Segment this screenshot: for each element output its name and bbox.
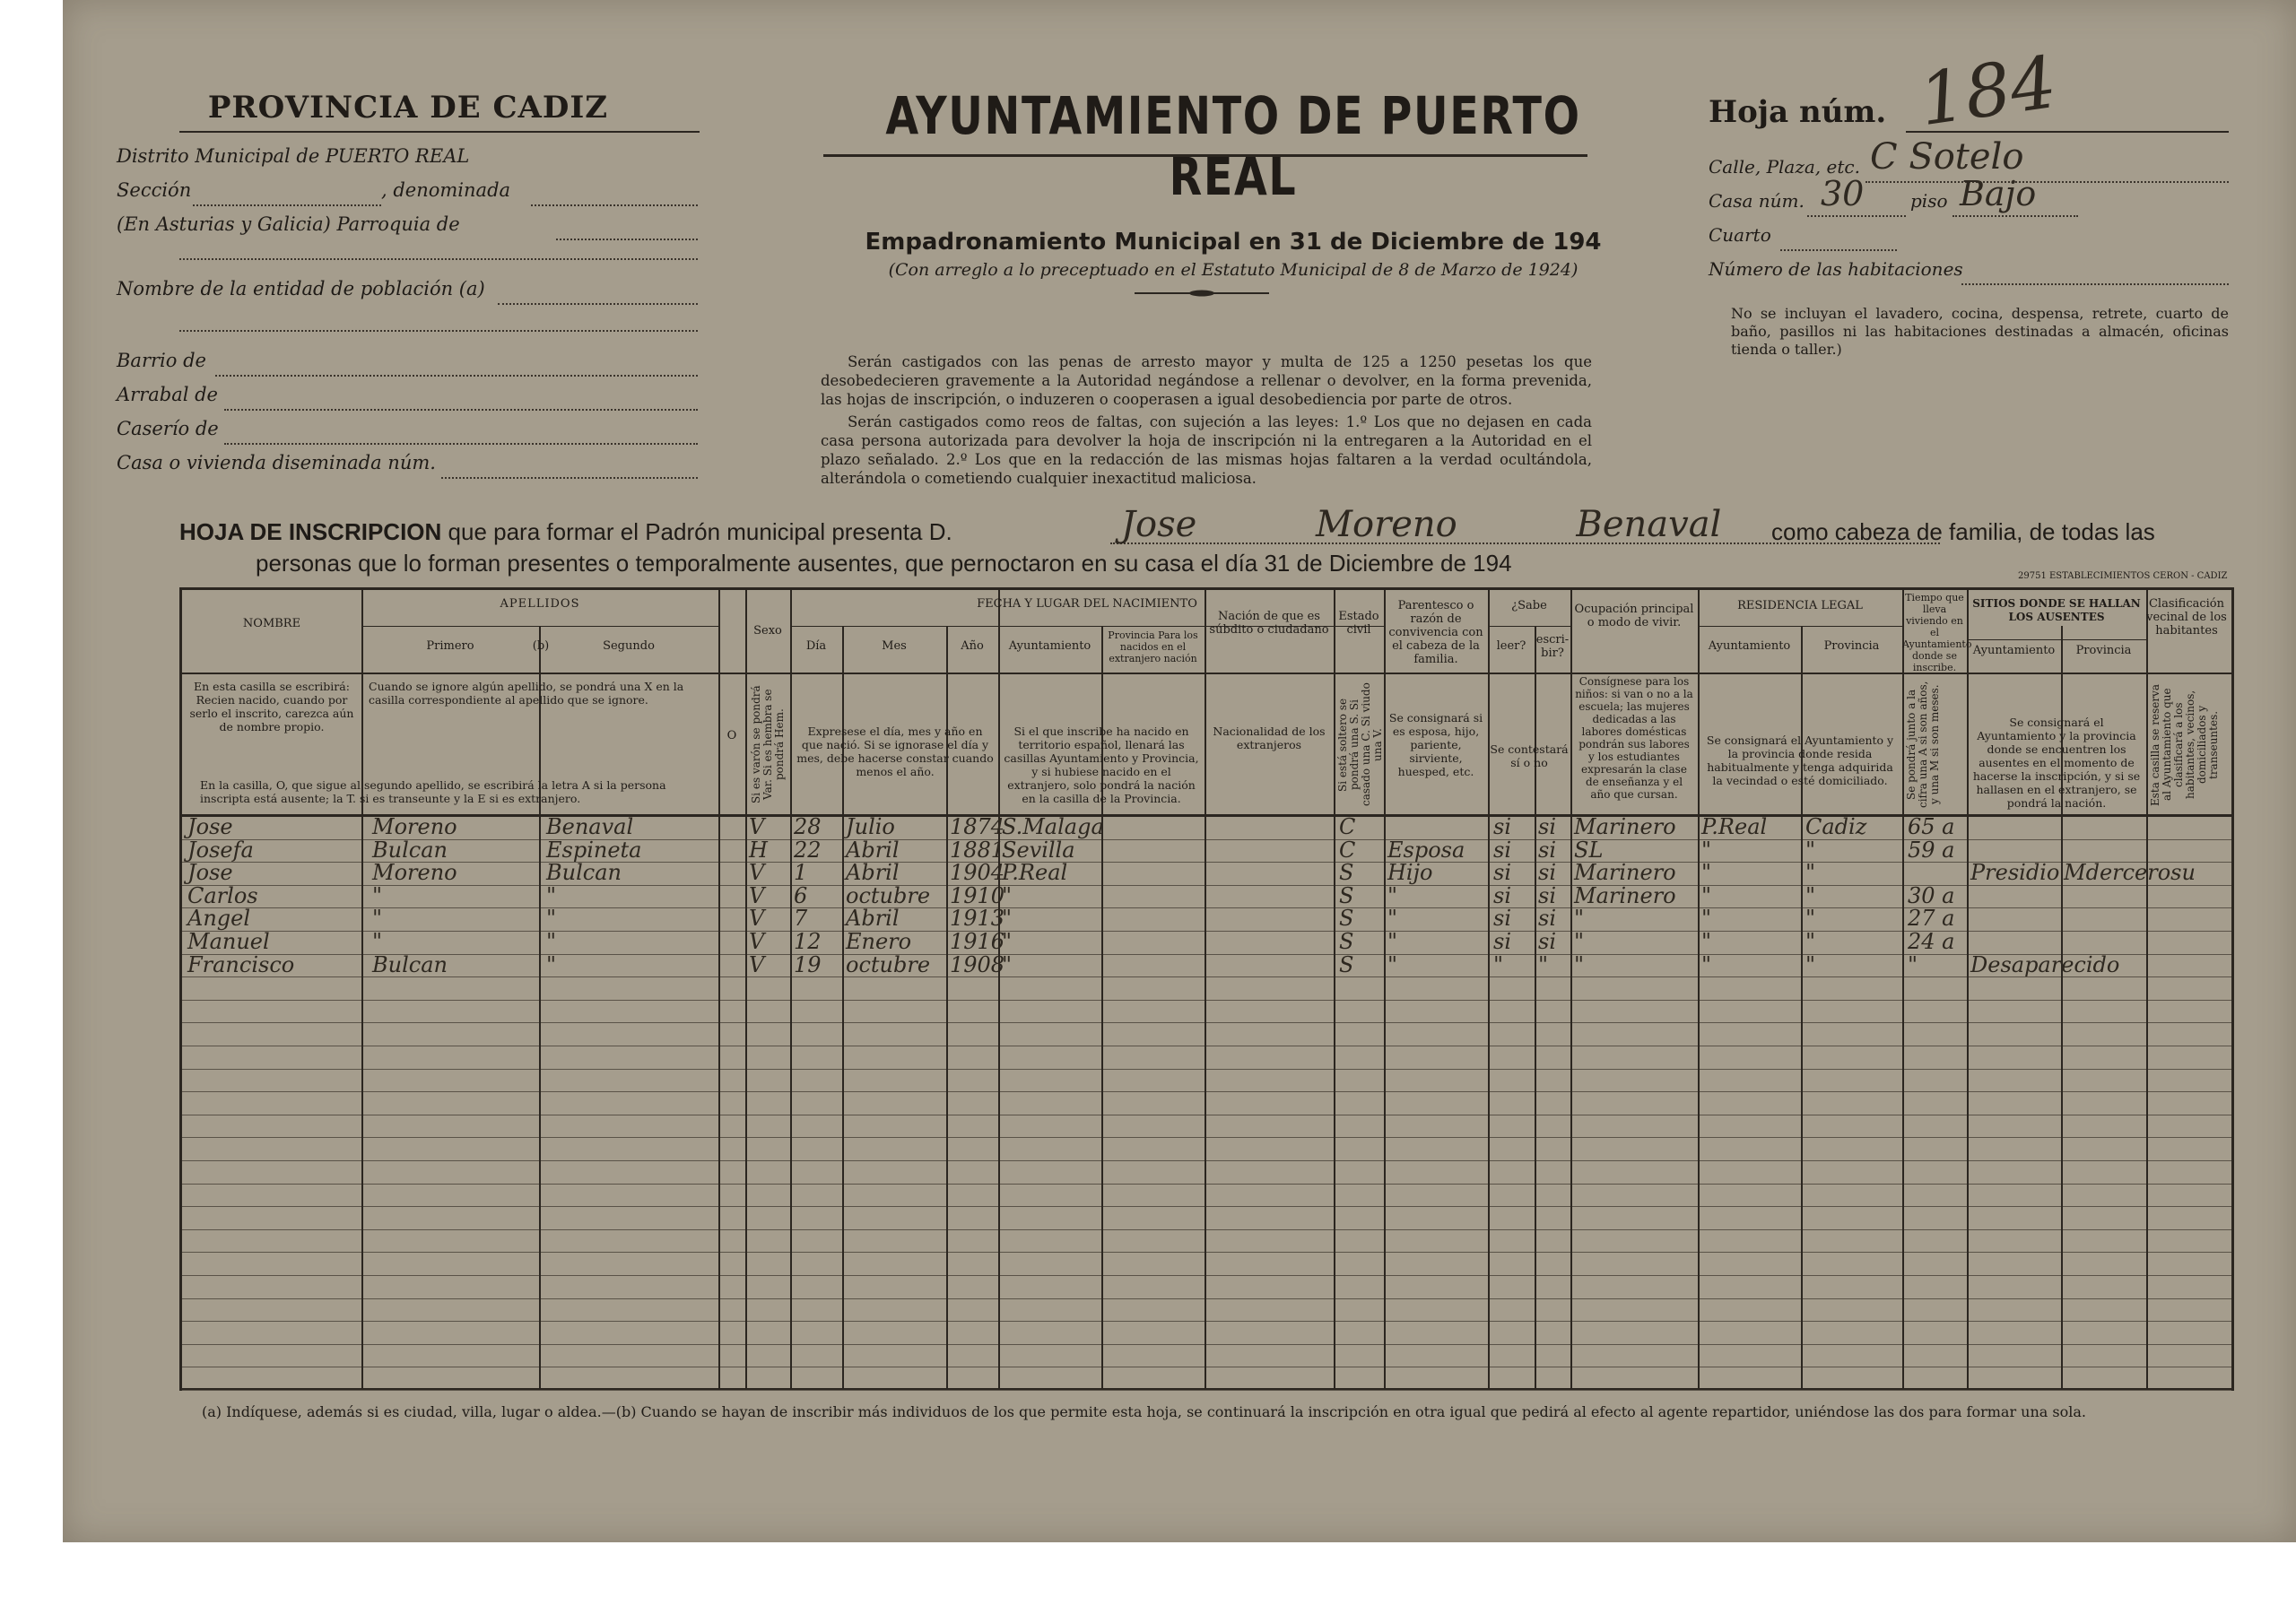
cell-segundo: " bbox=[546, 929, 557, 954]
cell-escribir: " bbox=[1538, 951, 1549, 977]
calle-label: Calle, Plaza, etc. bbox=[1709, 156, 1860, 178]
piso-value: Bajo bbox=[1960, 174, 2037, 213]
cell-parentesco: " bbox=[1387, 906, 1398, 932]
cell-ocupacion: " bbox=[1574, 929, 1585, 954]
col-line bbox=[718, 590, 720, 1388]
cell-res-prov: " bbox=[1805, 837, 1816, 863]
inscription-line-2: personas que lo forman presentes o temporalmente ausentes, que pernoctaron en su casa el día 31 de Diciembre de 194 bbox=[256, 550, 1512, 577]
row-rule bbox=[182, 1321, 2231, 1322]
cell-dia: 7 bbox=[794, 906, 808, 932]
cell-mes: Julio bbox=[846, 814, 895, 839]
cell-aus-prov: Mdercerosu bbox=[2064, 860, 2196, 886]
inscription-lead: HOJA DE INSCRIPCION bbox=[179, 518, 442, 545]
cell-mes: octubre bbox=[846, 882, 931, 908]
penalty-paragraph-1: Serán castigados con las penas de arresto mayor y multa de 125 a 1250 pesetas los que desobedecieren gravemente a la Autoridad negándose a rellenar o devolver, en la forma prevenida, las hojas de inscripción, o induzeren o cooperasen a igual desobediencia por parte de otros. bbox=[821, 353, 1592, 408]
casa-value: 30 bbox=[1821, 174, 1865, 213]
cell-res-prov: " bbox=[1805, 860, 1816, 886]
header-res-ayto: Ayuntamiento bbox=[1708, 639, 1791, 653]
cell-sexo: H bbox=[749, 837, 768, 863]
table-row bbox=[182, 929, 2231, 958]
header-leer: leer? bbox=[1496, 639, 1526, 653]
cell-leer: si bbox=[1493, 860, 1511, 886]
cell-res-ayto: " bbox=[1701, 837, 1712, 863]
col-line bbox=[361, 590, 363, 1388]
cell-aus-ayto: Presidio bbox=[1970, 860, 2060, 886]
cell-sexo: V bbox=[749, 860, 765, 886]
calle-value: C Sotelo bbox=[1870, 136, 2024, 178]
cell-tiempo: " bbox=[1908, 951, 1918, 977]
section-label: Sección bbox=[117, 179, 192, 201]
header-escribir: escri-bir? bbox=[1535, 633, 1570, 660]
residencia-subrule bbox=[1698, 626, 1902, 627]
arrabal-fill bbox=[224, 409, 698, 411]
section-line bbox=[117, 179, 698, 210]
header-nacion: Nación de que es súbdito o ciudadano bbox=[1209, 610, 1329, 637]
cell-escribir: si bbox=[1538, 882, 1556, 908]
cell-parentesco: " bbox=[1387, 929, 1398, 954]
caserio-fill bbox=[224, 443, 698, 445]
cell-nombre: Jose bbox=[187, 860, 233, 886]
cell-estado: S bbox=[1339, 906, 1354, 932]
cell-estado: S bbox=[1339, 860, 1354, 886]
header-segundo: Segundo bbox=[603, 639, 655, 653]
header-clasificacion: Clasificación vecinal de los habitantes bbox=[2146, 597, 2227, 638]
cell-res-ayto: " bbox=[1701, 929, 1712, 954]
cell-estado: S bbox=[1339, 951, 1354, 977]
cell-primero: " bbox=[372, 882, 383, 908]
cell-res-prov: " bbox=[1805, 951, 1816, 977]
cell-primero: Moreno bbox=[372, 860, 457, 886]
header-anio: Año bbox=[961, 639, 984, 653]
header-provincia-nac: Provincia Para los nacidos en el extranjero nación bbox=[1108, 629, 1198, 664]
cell-ayto: S.Malaga bbox=[1002, 814, 1104, 839]
cell-aus-ayto: Desaparecido bbox=[1970, 951, 2120, 977]
cell-anio: 1913 bbox=[950, 906, 1005, 932]
cell-tiempo: 30 a bbox=[1908, 882, 1955, 908]
district-line bbox=[117, 145, 698, 176]
cell-sexo: V bbox=[749, 929, 765, 954]
section-fill bbox=[193, 204, 381, 206]
casa-diseminada-label: Casa o vivienda diseminada núm. bbox=[117, 452, 436, 473]
instr-sitios: Se consignará el Ayuntamiento y la provincia donde se encuentren los ausentes en el momento de hacerse la inscripción, y si se hallasen en el extranjero, se pondrá la nación. bbox=[1972, 716, 2141, 810]
inscription-line-1 bbox=[179, 504, 2233, 546]
cell-anio: 1908 bbox=[950, 951, 1005, 977]
cell-mes: Abril bbox=[846, 837, 900, 863]
row-rule bbox=[182, 1184, 2231, 1185]
barrio-label: Barrio de bbox=[117, 350, 206, 371]
col-line bbox=[1535, 626, 1536, 1388]
cell-anio: 1904 bbox=[950, 860, 1005, 886]
header-residencia: RESIDENCIA LEGAL bbox=[1737, 599, 1863, 612]
cell-ayto: " bbox=[1002, 882, 1013, 908]
header-res-prov: Provincia bbox=[1823, 639, 1880, 653]
header-sexo: Sexo bbox=[753, 624, 782, 638]
cell-res-prov: Cadiz bbox=[1805, 814, 1867, 839]
province-title: PROVINCIA DE CADIZ bbox=[207, 90, 609, 126]
cell-mes: Enero bbox=[846, 929, 912, 954]
cell-parentesco: " bbox=[1387, 951, 1398, 977]
inscription-text-2: como cabeza de familia, de todas las bbox=[1771, 518, 2155, 545]
cell-dia: 12 bbox=[794, 929, 822, 954]
cell-primero: " bbox=[372, 906, 383, 932]
caserio-label: Caserío de bbox=[117, 418, 219, 439]
row-rule bbox=[182, 1091, 2231, 1092]
header-estado: Estado civil bbox=[1338, 610, 1379, 637]
penalty-paragraph-2: Serán castigados como reos de faltas, con sujeción a las leyes: 1.º Los que no dejasen en cada casa persona autorizada para devolver la hoja de inscripción ni la entregaren a la Autoridad en el plazo señalado. 2.º Los que en la redacción de las mismas hojas faltaren a la verdad ocultándola, alterándola o cometiendo cualquier inexactitud maliciosa. bbox=[821, 413, 1592, 487]
cell-mes: Abril bbox=[846, 906, 900, 932]
cell-nombre: Jose bbox=[187, 814, 233, 839]
cell-ayto: P.Real bbox=[1002, 860, 1068, 886]
cell-primero: Bulcan bbox=[372, 837, 448, 863]
instr-nacion: Nacionalidad de los extranjeros bbox=[1213, 725, 1326, 751]
header-mes: Mes bbox=[882, 639, 907, 653]
cuarto-line bbox=[1709, 224, 2229, 255]
col-line bbox=[745, 590, 747, 1388]
cell-primero: " bbox=[372, 929, 383, 954]
cell-parentesco: Esposa bbox=[1387, 837, 1465, 863]
cell-tiempo: 27 a bbox=[1908, 906, 1955, 932]
cell-dia: 6 bbox=[794, 882, 808, 908]
cell-dia: 22 bbox=[794, 837, 822, 863]
col-line bbox=[1384, 590, 1386, 1388]
cell-estado: C bbox=[1339, 837, 1356, 863]
casa-diseminada-fill bbox=[441, 477, 698, 479]
barrio-fill bbox=[215, 375, 698, 377]
col-line bbox=[790, 590, 792, 1388]
col-line bbox=[1698, 590, 1700, 1388]
parish-fill bbox=[556, 239, 698, 240]
row-rule bbox=[182, 1252, 2231, 1253]
col-line bbox=[2146, 590, 2148, 1388]
col-line bbox=[1902, 590, 1904, 1388]
cell-res-ayto: " bbox=[1701, 906, 1712, 932]
cell-tiempo: 65 a bbox=[1908, 814, 1955, 839]
blank-line-2 bbox=[179, 330, 698, 332]
cell-ocupacion: " bbox=[1574, 951, 1585, 977]
header-aus-prov: Provincia bbox=[2075, 644, 2132, 657]
cell-ocupacion: SL bbox=[1574, 837, 1604, 863]
cell-ayto: " bbox=[1002, 929, 1013, 954]
header-aus-ayto: Ayuntamiento bbox=[1972, 644, 2056, 657]
cell-ocupacion: " bbox=[1574, 906, 1585, 932]
cell-estado: S bbox=[1339, 882, 1354, 908]
cell-anio: 1910 bbox=[950, 882, 1005, 908]
cell-escribir: si bbox=[1538, 929, 1556, 954]
cell-estado: C bbox=[1339, 814, 1356, 839]
cell-sexo: V bbox=[749, 882, 765, 908]
cell-sexo: V bbox=[749, 951, 765, 977]
instr-sexo: Si es varón se pondrá Var. Si es hembra se pondrá Hem. bbox=[750, 685, 786, 804]
cell-segundo: Bulcan bbox=[546, 860, 622, 886]
header-dia: Día bbox=[805, 639, 827, 653]
cell-mes: Abril bbox=[846, 860, 900, 886]
cell-anio: 1881 bbox=[950, 837, 1005, 863]
hoja-number: 184 bbox=[1914, 39, 2062, 143]
cell-primero: Bulcan bbox=[372, 951, 448, 977]
habitaciones-fill bbox=[1961, 283, 2229, 285]
cell-parentesco: Hijo bbox=[1387, 860, 1433, 886]
cell-nombre: Francisco bbox=[187, 951, 295, 977]
casa-fill bbox=[1807, 215, 1906, 217]
named-label: , denominada bbox=[381, 179, 511, 201]
cell-anio: 1916 bbox=[950, 929, 1005, 954]
row-rule bbox=[182, 1137, 2231, 1138]
cell-nombre: Manuel bbox=[187, 929, 270, 954]
cell-ocupacion: Marinero bbox=[1574, 814, 1676, 839]
row-rule bbox=[182, 1298, 2231, 1299]
cell-tiempo: 24 a bbox=[1908, 929, 1955, 954]
inscription-text-1: que para formar el Padrón municipal presenta D. bbox=[448, 518, 952, 545]
cell-escribir: si bbox=[1538, 860, 1556, 886]
cell-mes: octubre bbox=[846, 951, 931, 977]
cell-nombre: Angel bbox=[187, 906, 251, 932]
cell-estado: S bbox=[1339, 929, 1354, 954]
entity-line bbox=[117, 278, 698, 308]
cell-res-ayto: " bbox=[1701, 951, 1712, 977]
row-rule bbox=[182, 1229, 2231, 1230]
header-apellidos: APELLIDOS bbox=[500, 597, 580, 611]
header-sitios: SITIOS DONDE SE HALLAN LOS AUSENTES bbox=[1972, 597, 2141, 623]
instr-o-note: En la casilla, O, que sigue al segundo apellido, se escribirá la letra A si la persona inscripta está ausente; la T. si es transeunte y la E si es extranjero. bbox=[200, 778, 666, 805]
col-line bbox=[1334, 590, 1335, 1388]
hoja-label: Hoja núm. bbox=[1709, 94, 1887, 130]
instr-ocupacion: Consígnese para los niños: si van o no a la escuela; las mujeres dedicadas a las labores domésticas pondrán sus labores y los estudiantes expresarán la clase de enseñanza y el año que cursan. bbox=[1575, 675, 1693, 801]
header-sabe: ¿Sabe bbox=[1511, 599, 1547, 612]
col-line bbox=[998, 590, 1000, 1388]
main-title: AYUNTAMIENTO DE PUERTO REAL bbox=[885, 85, 1581, 207]
census-table bbox=[179, 587, 2234, 1391]
header-ocupacion: Ocupación principal o modo de vivir. bbox=[1574, 603, 1694, 629]
col-line bbox=[1967, 590, 1969, 1388]
piso-fill bbox=[1952, 215, 2078, 217]
sabe-subrule bbox=[1488, 626, 1570, 627]
cell-leer: si bbox=[1493, 929, 1511, 954]
col-line bbox=[1570, 590, 1572, 1388]
cell-ayto: " bbox=[1002, 906, 1013, 932]
cell-segundo: Espineta bbox=[546, 837, 642, 863]
cell-dia: 1 bbox=[794, 860, 808, 886]
instr-nombre: En esta casilla se escribirá: Recien nacido, cuando por serlo el inscrito, carezca aún de nombre propio. bbox=[189, 680, 354, 733]
footnote: (a) Indíquese, además si es ciudad, villa, lugar o aldea.—(b) Cuando se hayan de inscribir más individuos de los que permite esta hoja, se continuará la inscripción en otra igual que pedirá al efecto al agente repartidor, uniéndose las dos para formar una sola. bbox=[202, 1403, 2086, 1420]
header-b: (b) bbox=[532, 639, 550, 653]
instr-residencia: Se consignará el Ayuntamiento y la provincia donde resida habitualmente y tenga adquirida la vecindad o esté domiciliado. bbox=[1706, 733, 1894, 787]
cell-leer: si bbox=[1493, 882, 1511, 908]
instr-estado: Si está soltero se pondrá una S. Si casado una C. Si viudo una V. bbox=[1336, 682, 1384, 807]
ornament bbox=[1135, 289, 1269, 298]
cell-res-ayto: P.Real bbox=[1701, 814, 1768, 839]
row-rule bbox=[182, 1206, 2231, 1207]
entity-label: Nombre de la entidad de población (a) bbox=[117, 278, 485, 299]
habitaciones-line bbox=[1709, 258, 2229, 289]
subtitle-note: (Con arreglo a lo preceptuado en el Estatuto Municipal de 8 de Marzo de 1924) bbox=[888, 260, 1578, 280]
cell-sexo: V bbox=[749, 906, 765, 932]
row-rule bbox=[182, 1344, 2231, 1345]
cell-escribir: si bbox=[1538, 837, 1556, 863]
rooms-note: No se incluyan el lavadero, cocina, despensa, retrete, cuarto de baño, pasillos ni las habitaciones destinadas a almacén, oficinas tienda o taller.) bbox=[1731, 305, 2229, 358]
row-rule bbox=[182, 1160, 2231, 1161]
row-rule bbox=[182, 1275, 2231, 1276]
casa-line bbox=[1709, 174, 2229, 221]
named-fill bbox=[531, 204, 698, 206]
cell-anio: 1874 bbox=[950, 814, 1005, 839]
header-tiempo: Tiempo que lleva viviendo en el Ayuntamiento donde se inscribe. bbox=[1902, 592, 1972, 673]
province-rule bbox=[179, 131, 700, 133]
table-row bbox=[182, 837, 2231, 866]
row-rule bbox=[182, 1390, 2231, 1391]
cell-res-ayto: " bbox=[1701, 882, 1712, 908]
cell-dia: 19 bbox=[794, 951, 822, 977]
instr-tiempo: Se pondrá junto a la cifra una A si son años, y una M si son meses. bbox=[1905, 681, 1941, 809]
instr-apellidos: Cuando se ignore algún apellido, se pondrá una X en la casilla correspondiente al apellido que se ignore. bbox=[369, 680, 684, 707]
blank-line-1 bbox=[179, 258, 698, 260]
arrabal-label: Arrabal de bbox=[117, 384, 218, 405]
cell-tiempo: 59 a bbox=[1908, 837, 1955, 863]
cuarto-fill bbox=[1780, 249, 1897, 251]
cell-parentesco: " bbox=[1387, 882, 1398, 908]
instr-sabe: Se contestará sí o no bbox=[1490, 742, 1569, 769]
cell-res-prov: " bbox=[1805, 906, 1816, 932]
main-title-rule bbox=[823, 154, 1587, 157]
cell-segundo: " bbox=[546, 882, 557, 908]
cell-primero: Moreno bbox=[372, 814, 457, 839]
piso-label: piso bbox=[1910, 190, 1948, 212]
cell-sexo: V bbox=[749, 814, 765, 839]
cell-segundo: " bbox=[546, 951, 557, 977]
parish-label: (En Asturias y Galicia) Parroquia de bbox=[117, 213, 460, 235]
printer-mark: 29751 ESTABLECIMIENTOS CERON - CADIZ bbox=[2018, 571, 2228, 581]
arrabal-line bbox=[117, 384, 698, 414]
header-parentesco: Parentesco o razón de convivencia con el cabeza de la familia. bbox=[1388, 599, 1483, 666]
casa-diseminada-line bbox=[117, 452, 698, 482]
cell-segundo: " bbox=[546, 906, 557, 932]
entity-fill bbox=[498, 303, 698, 305]
habitaciones-label: Número de las habitaciones bbox=[1709, 258, 1963, 280]
col-line bbox=[1205, 590, 1206, 1388]
cell-segundo: Benaval bbox=[546, 814, 634, 839]
instr-clasificacion: Esta casilla se reserva al Ayuntamiento que clasificará a los habitantes, vecinos, domiciliados y transeuntes. bbox=[2149, 683, 2220, 806]
cell-ayto: " bbox=[1002, 951, 1013, 977]
district-label: Distrito Municipal de PUERTO REAL bbox=[117, 145, 470, 167]
caserio-line bbox=[117, 418, 698, 448]
cuarto-label: Cuarto bbox=[1709, 224, 1771, 246]
col-line bbox=[1488, 590, 1490, 1388]
cell-res-ayto: " bbox=[1701, 860, 1712, 886]
parish-line bbox=[117, 213, 698, 244]
apellidos-subrule bbox=[361, 626, 718, 627]
cell-leer: si bbox=[1493, 906, 1511, 932]
barrio-line bbox=[117, 350, 698, 380]
cell-ocupacion: Marinero bbox=[1574, 860, 1676, 886]
header-ayuntamiento: Ayuntamiento bbox=[1008, 639, 1091, 653]
col-line bbox=[539, 626, 541, 1388]
cell-leer: si bbox=[1493, 814, 1511, 839]
cell-leer: si bbox=[1493, 837, 1511, 863]
o-column-label: O bbox=[726, 729, 737, 742]
cell-dia: 28 bbox=[794, 814, 822, 839]
cell-escribir: si bbox=[1538, 906, 1556, 932]
cell-nombre: Josefa bbox=[187, 837, 254, 863]
header-primero: Primero bbox=[426, 639, 474, 653]
header-fecha-lugar: FECHA Y LUGAR DEL NACIMIENTO bbox=[977, 597, 1197, 611]
row-rule bbox=[182, 1000, 2231, 1001]
row-rule bbox=[182, 1022, 2231, 1023]
subtitle: Empadronamiento Municipal en 31 de Diciembre de 194 bbox=[865, 229, 1602, 256]
header-nombre: NOMBRE bbox=[242, 617, 301, 630]
cell-res-prov: " bbox=[1805, 882, 1816, 908]
table-row bbox=[182, 951, 2231, 981]
cell-ayto: Sevilla bbox=[1002, 837, 1075, 863]
row-rule bbox=[182, 1069, 2231, 1070]
casa-label: Casa núm. bbox=[1709, 190, 1805, 212]
instr-lugar: Si el que inscribe ha nacido en territorio español, llenará las casillas Ayuntamiento y Provincia, y si hubiese nacido en el extranjero, solo pondrá la nación en la casilla de la Provincia. bbox=[1004, 725, 1199, 805]
instr-parentesco: Se consignará si es esposa, hijo, pariente, sirviente, huesped, etc. bbox=[1388, 711, 1483, 778]
cell-escribir: si bbox=[1538, 814, 1556, 839]
instr-fecha: Expresese el día, mes y año en que nació. Si se ignorase el día y mes, debe hacerse constar cuando menos el año. bbox=[796, 725, 994, 778]
sitios-subrule bbox=[1967, 639, 2146, 640]
cell-res-prov: " bbox=[1805, 929, 1816, 954]
head-name-value: Jose Moreno Benaval bbox=[1121, 504, 1722, 545]
cell-ocupacion: Marinero bbox=[1574, 882, 1676, 908]
calle-fill bbox=[1866, 181, 2229, 183]
cell-nombre: Carlos bbox=[187, 882, 258, 908]
cell-leer: " bbox=[1493, 951, 1504, 977]
